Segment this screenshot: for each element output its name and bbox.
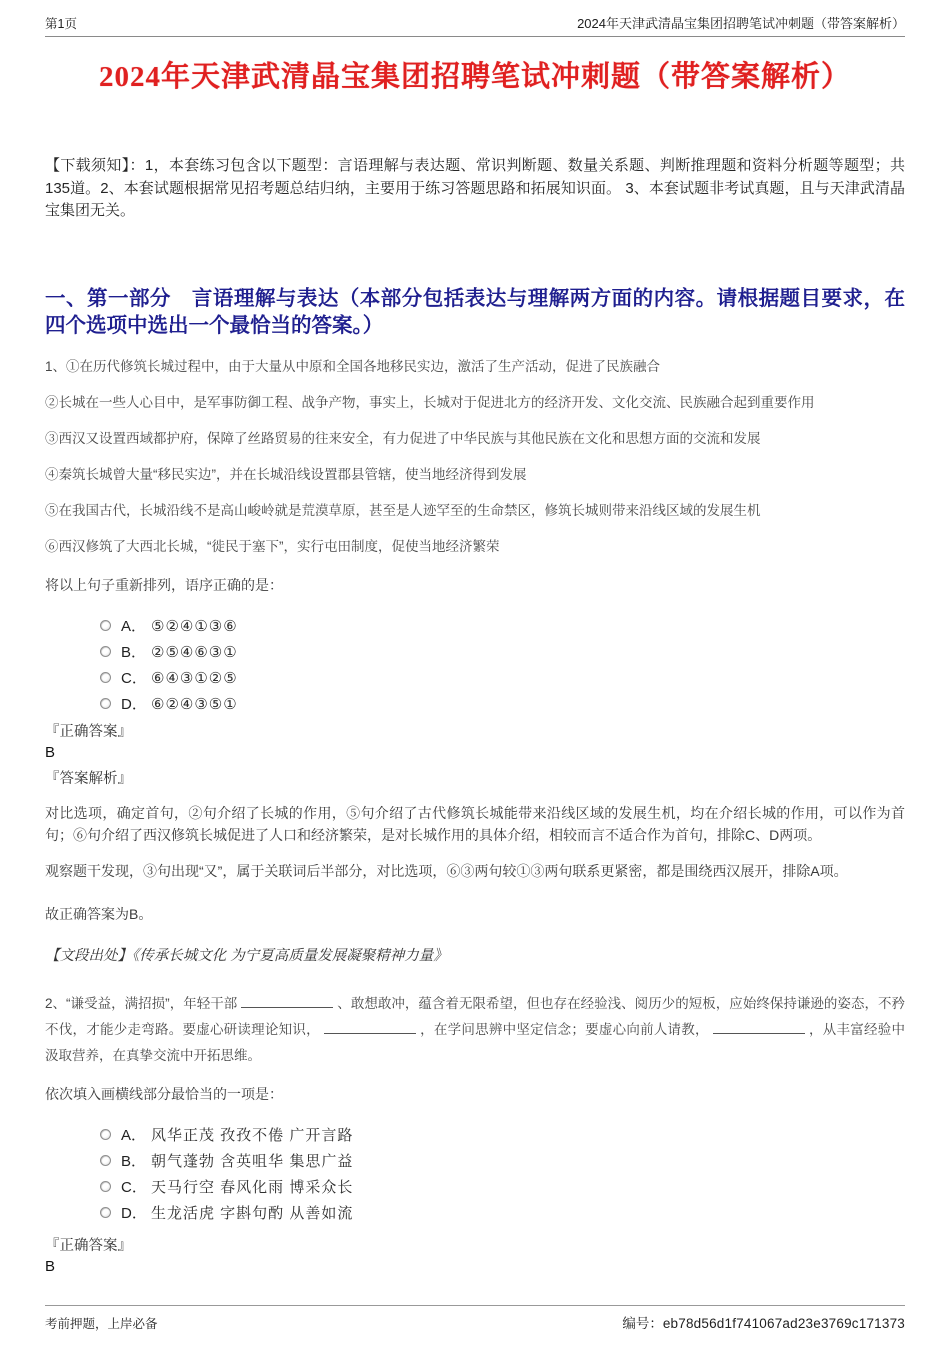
radio-button-a[interactable] — [100, 1129, 111, 1140]
radio-button-c[interactable] — [100, 672, 111, 683]
option-row-c — [100, 665, 905, 691]
option-letter: D． — [121, 696, 147, 713]
option-letter: C． — [121, 1179, 147, 1196]
stem-sentence-2: ②长城在一些人心目中，是军事防御工程、战争产物，事实上，长城对于促进北方的经济开发、文化交流、民族融合起到重要作用 — [45, 394, 815, 410]
option-row-d — [100, 1200, 905, 1226]
stem-sentence-5: ⑤在我国古代，长城沿线不是高山峻岭就是荒漠草原，甚至是人迹罕至的生命禁区，修筑长城则带来沿线区域的发展生机 — [45, 502, 761, 518]
stem-segment-3: ，在学问思辨中坚定信念；要虚心向前人请教， — [419, 1021, 709, 1037]
analysis-conclusion: 故正确答案为B。 — [45, 905, 153, 922]
option-row-d — [100, 691, 905, 717]
radio-button-d[interactable] — [100, 1207, 111, 1218]
blank-line-3 — [713, 1021, 805, 1034]
question-2-options — [100, 1122, 905, 1226]
footer-number-value: eb78d56d1f741067ad23e3769c171373 — [662, 1316, 905, 1331]
question-2 — [45, 991, 905, 1275]
option-row-a — [100, 1122, 905, 1148]
option-text: 生龙活虎 字斟句酌 从善如流 — [151, 1205, 354, 1222]
stem-segment-1: 2、“谦受益，满招损”，年轻干部 — [45, 995, 238, 1011]
analysis-paragraph-2: 观察题干发现，③句出现“又”，属于关联词后半部分，对比选项，⑥③两句较①③两句联系更紧密，都是围绕西汉展开，排除A项。 — [45, 862, 848, 879]
stem-sentence-4: ④秦筑长城曾大量“移民实边”，并在长城沿线设置郡县管辖，使当地经济得到发展 — [45, 466, 527, 482]
question-1-stem — [45, 359, 905, 554]
footer-number-label: 编号： — [622, 1316, 663, 1331]
stem-segment-2: 、敢想敢冲，蕴含着无限希望，但也存在经验浅、阅历少的短板，应始终保持谦逊的姿态，不矜不伐，才能少走弯路。要虚心研读理论知识， — [45, 995, 906, 1037]
option-row-b — [100, 639, 905, 665]
radio-button-c[interactable] — [100, 1181, 111, 1192]
option-row-c — [100, 1174, 905, 1200]
download-notice: 【下载须知】：1，本套练习包含以下题型：言语理解与表达题、常识判断题、数量关系题、判断推理题和资料分析题等题型；共135道。2、本套试题根据常见招考题总结归纳，主要用于练习答题思路和拓展知识面。 3、本套试题非考试真题，且与天津武清晶宝集团无关。 — [45, 157, 905, 219]
page-title: 2024年天津武清晶宝集团招聘笔试冲刺题（带答案解析） — [98, 61, 851, 93]
radio-button-b[interactable] — [100, 1155, 111, 1166]
page-header — [45, 13, 905, 37]
option-letter: D． — [121, 1205, 147, 1222]
radio-button-a[interactable] — [100, 620, 111, 631]
option-letter: A． — [121, 1127, 147, 1144]
stem-sentence-6: ⑥西汉修筑了大西北长城，“徙民于塞下”，实行屯田制度，促使当地经济繁荣 — [45, 538, 500, 554]
stem-segment-4: ，从丰富经验中汲取营养，在真挚交流中开拓思维。 — [45, 1021, 906, 1063]
option-text: 天马行空 春风化雨 博采众长 — [151, 1179, 354, 1196]
question-1-options — [100, 613, 905, 717]
option-letter: B． — [121, 1153, 147, 1170]
question-1 — [45, 359, 905, 965]
stem-sentence-1: 1、①在历代修筑长城过程中，由于大量从中原和全国各地移民实边，激活了生产活动，促进了民族融合 — [45, 358, 661, 374]
footer-document-number — [622, 1312, 905, 1332]
radio-button-d[interactable] — [100, 698, 111, 709]
option-text: ②⑤④⑥③① — [151, 643, 238, 661]
correct-answer-value: B — [45, 1257, 56, 1275]
option-text: 朝气蓬勃 含英咀华 集思广益 — [151, 1153, 354, 1170]
option-letter: B． — [121, 644, 147, 661]
option-text: 风华正茂 孜孜不倦 广开言路 — [151, 1127, 354, 1144]
footer-slogan: 考前押题，上岸必备 — [45, 1317, 158, 1331]
question-1-prompt: 将以上句子重新排列，语序正确的是： — [45, 576, 283, 593]
option-text: ⑥②④③⑤① — [151, 695, 238, 713]
option-row-b — [100, 1148, 905, 1174]
stem-sentence-3: ③西汉又设置西域都护府，保障了丝路贸易的往来安全，有力促进了中华民族与其他民族在文化和思想方面的交流和发展 — [45, 430, 761, 446]
correct-answer-value: B — [45, 743, 56, 761]
analysis-label: 『答案解析』 — [45, 770, 132, 787]
page-footer — [45, 1305, 905, 1332]
analysis-paragraph-1: 对比选项，确定首句，②句介绍了长城的作用，⑤句介绍了古代修筑长城能带来沿线区域的发展生机，均在介绍长城的作用，可以作为首句；⑥句介绍了西汉修筑长城促进了人口和经济繁荣，是对长城作用的具体介绍，相较而言不适合作为首句，排除C、D两项。 — [45, 804, 905, 843]
option-row-a — [100, 613, 905, 639]
radio-button-b[interactable] — [100, 646, 111, 657]
option-letter: C． — [121, 670, 147, 687]
blank-line-1 — [241, 995, 333, 1008]
blank-line-2 — [324, 1021, 416, 1034]
option-text: ⑤②④①③⑥ — [151, 617, 238, 635]
passage-source: 【文段出处】《传承长城文化 为宁夏高质量发展凝聚精神力量》 — [45, 947, 448, 964]
correct-answer-label: 『正确答案』 — [45, 723, 132, 740]
header-doc-title: 2024年天津武清晶宝集团招聘笔试冲刺题（带答案解析） — [577, 16, 905, 31]
correct-answer-label: 『正确答案』 — [45, 1237, 132, 1254]
option-text: ⑥④③①②⑤ — [151, 669, 238, 687]
question-2-prompt: 依次填入画横线部分最恰当的一项是： — [45, 1085, 283, 1102]
header-page-number: 第1页 — [45, 17, 77, 31]
option-letter: A． — [121, 618, 147, 635]
section-heading: 一、第一部分 言语理解与表达（本部分包括表达与理解两方面的内容。请根据题目要求，在四个选项中选出一个最恰当的答案。） — [45, 286, 905, 337]
question-2-stem — [45, 991, 905, 1069]
